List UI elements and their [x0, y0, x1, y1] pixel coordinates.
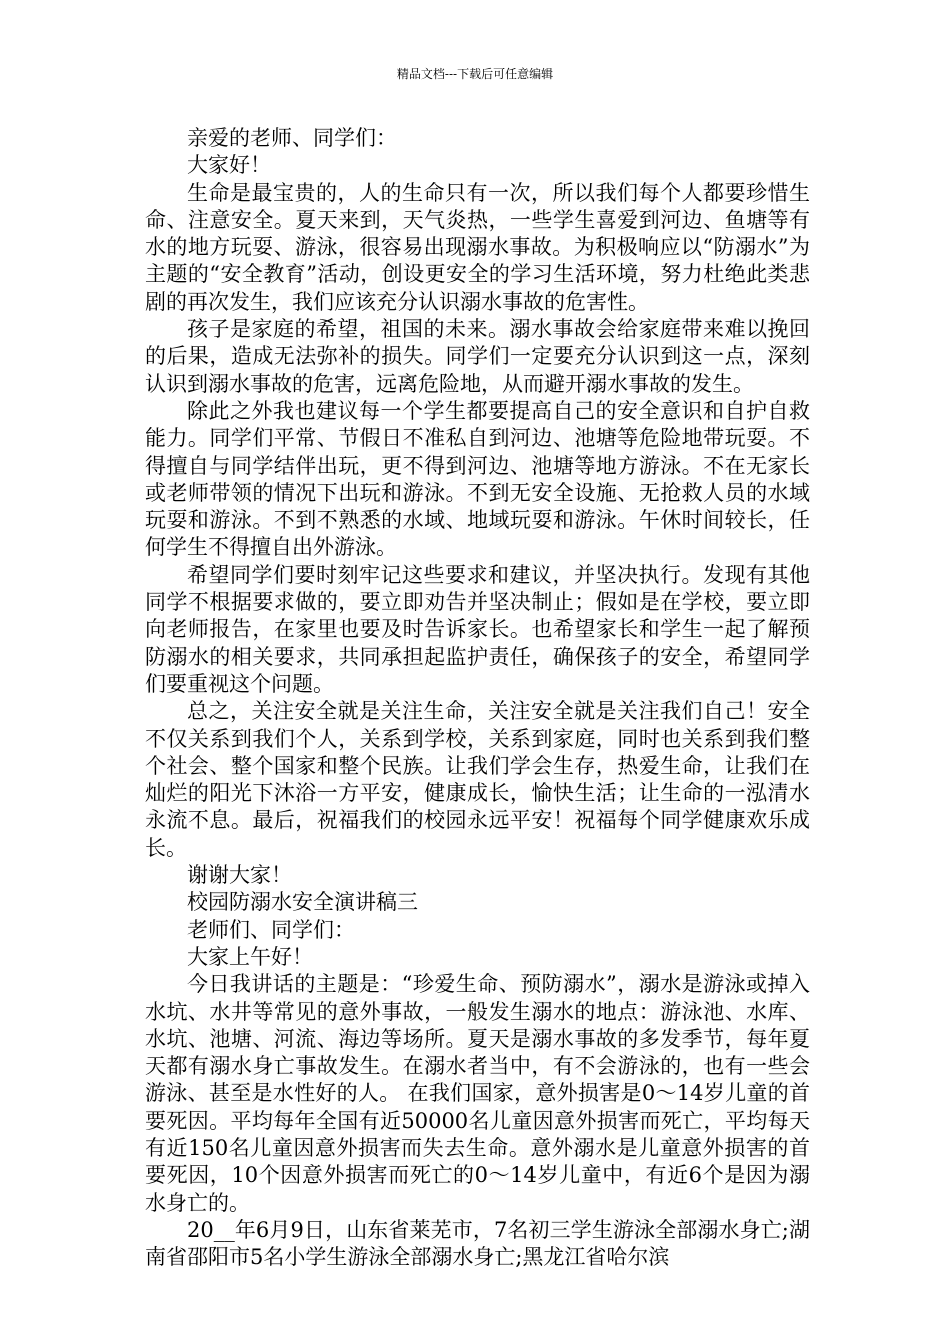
body-paragraph: 今日我讲话的主题是：“珍爱生命、预防溺水”，溺水是游泳或掉入水坑、水井等常见的意外事故，一般发生溺水的地点：游泳池、水库、水坑、池塘、河流、海边等场所。夏天是溺水事故的多发季节，每年夏天都有溺水身亡事故发生。在溺水者当中，有不会游泳的，也有一些会游泳、甚至是水性好的人。 在我们国家，意外损害是0～14岁儿童的首要死因。平均每年全国有近50000名儿童因意外损害而死亡，平均每天有近150名儿童因意外损害而失去生命。意外溺水是儿童意外损害的首要死因，10个因意外损害而死亡的0～14岁儿童中，有近6个是因为溺水身亡的。	[145, 972, 810, 1215]
body-paragraph: 希望同学们要时刻牢记这些要求和建议，并坚决执行。发现有其他同学不根据要求做的，要立即劝告并坚决制止；假如是在学校，要立即向老师报告，在家里也要及时告诉家长。也希望家长和学生一起了解预防溺水的相关要求，共同承担起监护责任，确保孩子的安全，希望同学们要重视这个问题。	[145, 562, 810, 696]
section-title: 校园防溺水安全演讲稿三	[187, 890, 418, 915]
body-paragraph: 生命是最宝贵的，人的生命只有一次，所以我们每个人都要珍惜生命、注意安全。夏天来到，天气炎热，一些学生喜爱到河边、鱼塘等有水的地方玩耍、游泳，很容易出现溺水事故。为积极响应以“防溺水”为主题的“安全教育”活动，创设更安全的学习生活环境，努力杜绝此类悲剧的再次发生，我们应该充分认识溺水事故的危害性。	[145, 180, 810, 314]
body-paragraph: 除此之外我也建议每一个学生都要提高自己的安全意识和自护自救能力。同学们平常、节假日不准私自到河边、池塘等危险地带玩耍。不得擅自与同学结伴出玩，更不得到河边、池塘等地方游泳。不在无家长或老师带领的情况下出玩和游泳。不到无安全设施、无抢救人员的水域玩耍和游泳。不到不熟悉的水域、地域玩耍和游泳。午休时间较长，任何学生不得擅自出外游泳。	[145, 398, 810, 560]
salutation: 亲爱的老师、同学们：	[187, 126, 397, 150]
document-body	[145, 125, 810, 1271]
body-paragraph: 总之，关注安全就是关注生命，关注安全就是关注我们自己！安全不仅关系到我们个人，关系到学校，关系到家庭，同时也关系到我们整个社会、整个国家和整个民族。让我们学会生存，热爱生命，让我们在灿烂的阳光下沐浴一方平安，健康成长，愉快生活；让生命的一泓清水永流不息。最后，祝福我们的校园永远平安！祝福每个同学健康欢乐成长。	[145, 699, 810, 860]
page-header: 精品文档---下载后可任意编辑	[396, 67, 554, 81]
greeting: 大家上午好！	[187, 944, 313, 969]
body-paragraph: 20__年6月9日，山东省莱芜市，7名初三学生游泳全部溺水身亡;湖南省邵阳市5名小学生游泳全部溺水身亡;黑龙江省哈尔滨	[145, 1217, 810, 1270]
salutation: 老师们、同学们：	[187, 917, 355, 942]
body-paragraph: 孩子是家庭的希望，祖国的未来。溺水事故会给家庭带来难以挽回的后果，造成无法弥补的损失。同学们一定要充分认识到这一点，深刻认识到溺水事故的危害，远离危险地，从而避开溺水事故的发生。	[145, 317, 810, 396]
closing: 谢谢大家！	[187, 863, 292, 888]
greeting: 大家好！	[187, 153, 271, 178]
